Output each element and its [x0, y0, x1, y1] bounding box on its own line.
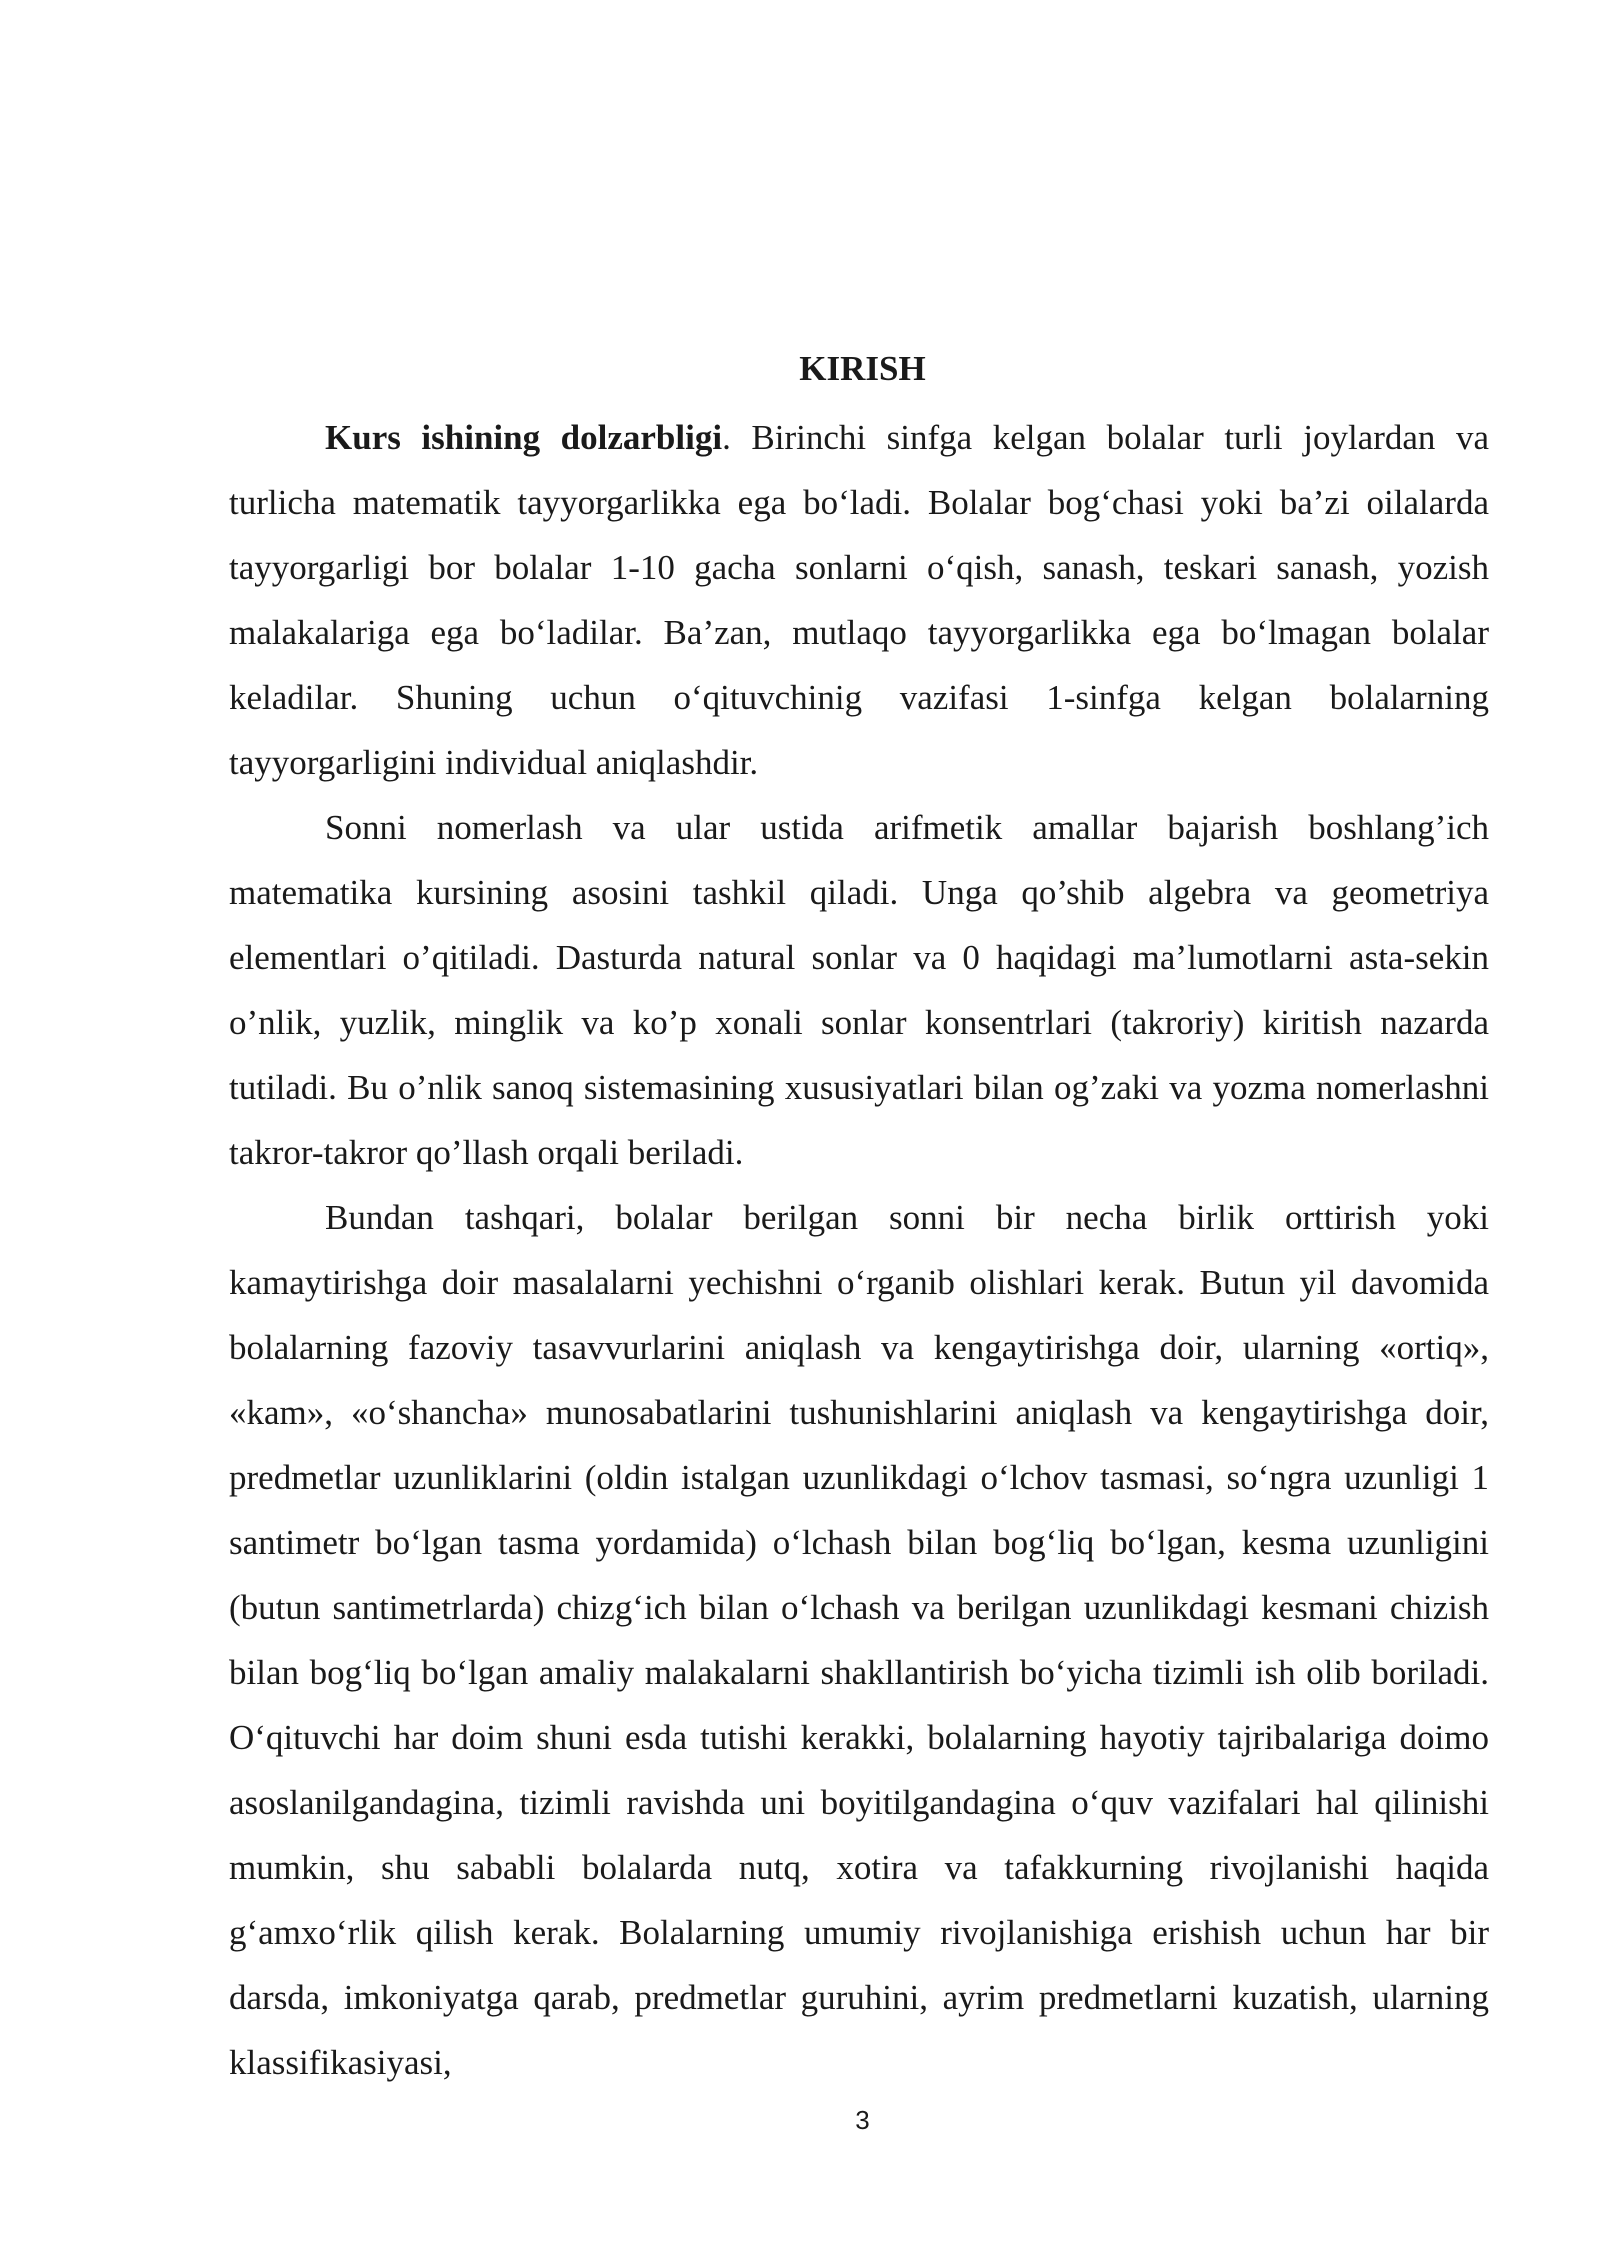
paragraph-skills	[229, 1185, 1489, 2095]
paragraph-text: Bundan tashqari, bolalar berilgan sonni bir necha birlik orttirish yoki kamaytirishga doir masalalarni yechishni o‘rganib olishlari kerak. Butun yil davomida bolalarning fazoviy tasavvurlarini aniqlash va kengaytirishga doir, ularning «ortiq», «kam», «o‘shancha» munosabatlarini tushunishlarini aniqlash va kengaytirishga doir, predmetlar uzunliklarini (oldin istalgan uzunlikdagi o‘lchov tasmasi, so‘ngra uzunligi 1 santimetr bo‘lgan tasma yordamida) o‘lchash bilan bog‘liq bo‘lgan, kesma uzunligini (butun santimetrlarda) chizg‘ich bilan o‘lchash va berilgan uzunlikdagi kesmani chizish bilan bog‘liq bo‘lgan amaliy malakalarni shakllantirish bo‘yicha tizimli ish olib boriladi. O‘qituvchi har doim shuni esda tutishi kerakki, bolalarning hayotiy tajribalariga doimo asoslanilgandagina, tizimli ravishda uni boyitilgandagina o‘quv vazifalari hal qilinishi mumkin, shu sababli bolalarda nutq, xotira va tafakkurning rivojlanishi haqida g‘amxo‘rlik qilish kerak. Bolalarning umumiy rivojlanishiga erishish uchun har bir darsda, imkoniyatga qarab, predmetlar guruhini, ayrim predmetlarni kuzatish, ularning klassifikasiyasi,	[229, 1198, 1489, 2082]
paragraph-text: Sonni nomerlash va ular ustida arifmetik amallar bajarish boshlang’ich matematika kursining asosini tashkil qiladi. Unga qo’shib algebra va geometriya elementlari o’qitiladi. Dasturda natural sonlar va 0 haqidagi ma’lumotlarni asta-sekin o’nlik, yuzlik, minglik va ko’p xonali sonlar konsentrlari (takroriy) kiritish nazarda tutiladi. Bu o’nlik sanoq sistemasining xususiyatlari bilan og’zaki va yozma nomerlashni takror-takror qo’llash orqali beriladi.	[229, 808, 1489, 1172]
paragraph-relevance	[229, 405, 1489, 795]
body-text	[229, 405, 1489, 2095]
section-heading: KIRISH	[799, 349, 926, 388]
paragraph-text: . Birinchi sinfga kelgan bolalar turli joylardan va turlicha matematik tayyorgarlikka ega bo‘ladi. Bolalar bog‘chasi yoki ba’zi oilalarda tayyorgarligi bor bolalar 1-10 gacha sonlarni o‘qish, sanash, teskari sanash, yozish malakalariga ega bo‘ladilar. Ba’zan, mutlaqo tayyorgarlikka ega bo‘lmagan bolalar keladilar. Shuning uchun o‘qituvchinig vazifasi 1-sinfga kelgan bolalarning tayyorgarligini individual aniqlashdir.	[229, 418, 1489, 782]
paragraph-lead: Kurs ishining dolzarbligi	[325, 418, 723, 457]
paragraph-numeration	[229, 795, 1489, 1185]
page-number: 3	[855, 2105, 870, 2135]
